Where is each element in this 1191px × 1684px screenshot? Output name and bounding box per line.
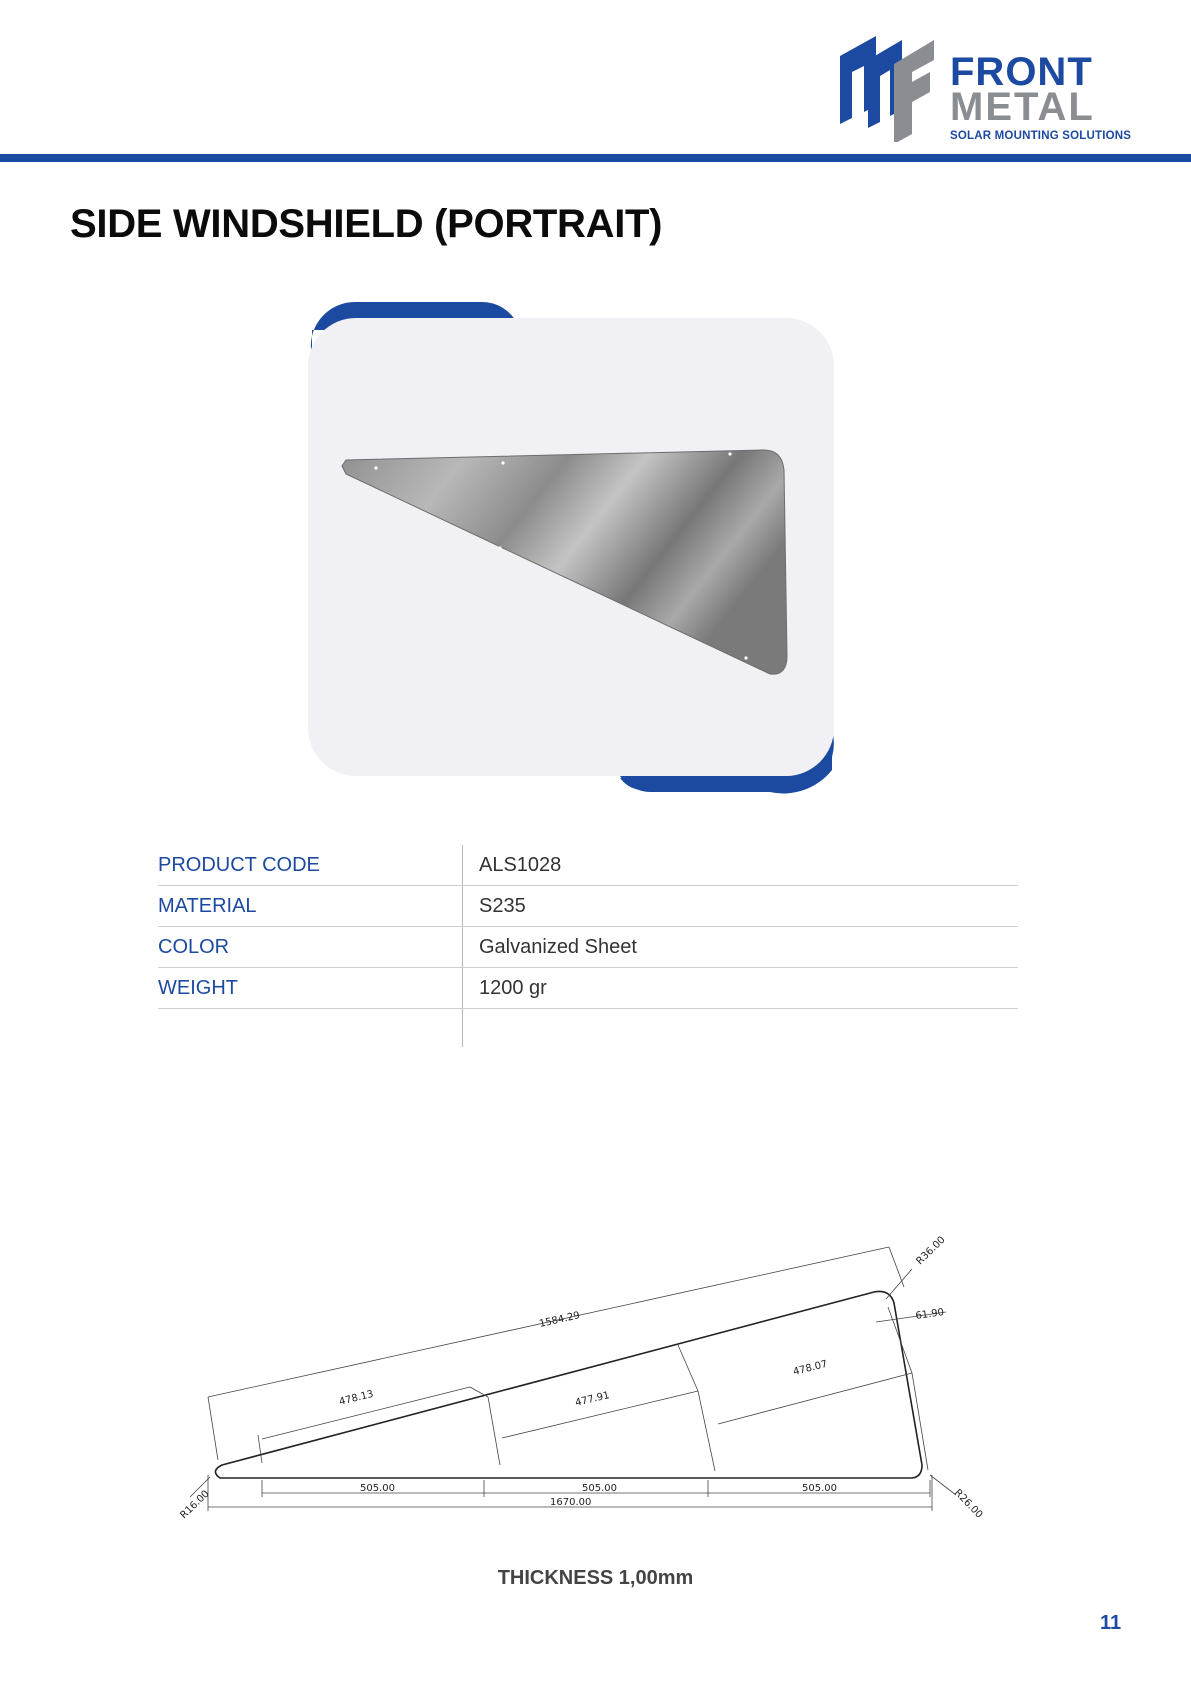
- page-title: SIDE WINDSHIELD (PORTRAIT): [70, 202, 663, 246]
- logo-mark-icon: [838, 30, 950, 142]
- header-divider: [0, 154, 1191, 162]
- spec-row: [158, 927, 1018, 968]
- dim-bottom-3: 505.00: [802, 1483, 837, 1494]
- dim-radius-right: R26.00: [951, 1487, 985, 1521]
- page-number: 11: [1100, 1612, 1122, 1634]
- dim-segment-c: 478.07: [792, 1358, 829, 1378]
- dim-radius-top: R36.00: [914, 1234, 948, 1268]
- spec-label: PRODUCT CODE: [158, 845, 463, 886]
- dim-overall: 1670.00: [550, 1497, 592, 1508]
- logo-word-front: FRONT: [950, 50, 1093, 94]
- dim-right-edge: 61.90: [914, 1307, 945, 1322]
- spec-value: Galvanized Sheet: [463, 927, 1019, 968]
- spec-row: [158, 845, 1018, 886]
- spec-row-empty: [158, 1009, 1018, 1048]
- spec-row: [158, 886, 1018, 927]
- spec-row: [158, 968, 1018, 1009]
- thickness-note: THICKNESS 1,00mm: [497, 1567, 694, 1589]
- logo-tagline: SOLAR MOUNTING SOLUTIONS: [950, 130, 1132, 142]
- brand-logo: [838, 30, 1138, 142]
- spec-label: WEIGHT: [158, 968, 463, 1009]
- spec-table: [158, 845, 1018, 1047]
- spec-value: ALS1028: [463, 845, 1019, 886]
- dim-bottom-1: 505.00: [360, 1483, 395, 1494]
- dim-segment-a: 478.13: [338, 1388, 375, 1408]
- technical-drawing: [170, 1225, 1040, 1525]
- logo-word-metal: METAL: [950, 85, 1095, 129]
- dim-bottom-2: 505.00: [582, 1483, 617, 1494]
- spec-label: MATERIAL: [158, 886, 463, 927]
- spec-value: 1200 gr: [463, 968, 1019, 1009]
- spec-label: COLOR: [158, 927, 463, 968]
- dimension-lines: [190, 1247, 956, 1511]
- dim-segment-b: 477.91: [574, 1390, 611, 1409]
- dim-radius-left: R16.00: [178, 1488, 212, 1522]
- product-photo: [300, 300, 840, 800]
- spec-value: S235: [463, 886, 1019, 927]
- dim-top-edge: 1584.29: [538, 1310, 582, 1330]
